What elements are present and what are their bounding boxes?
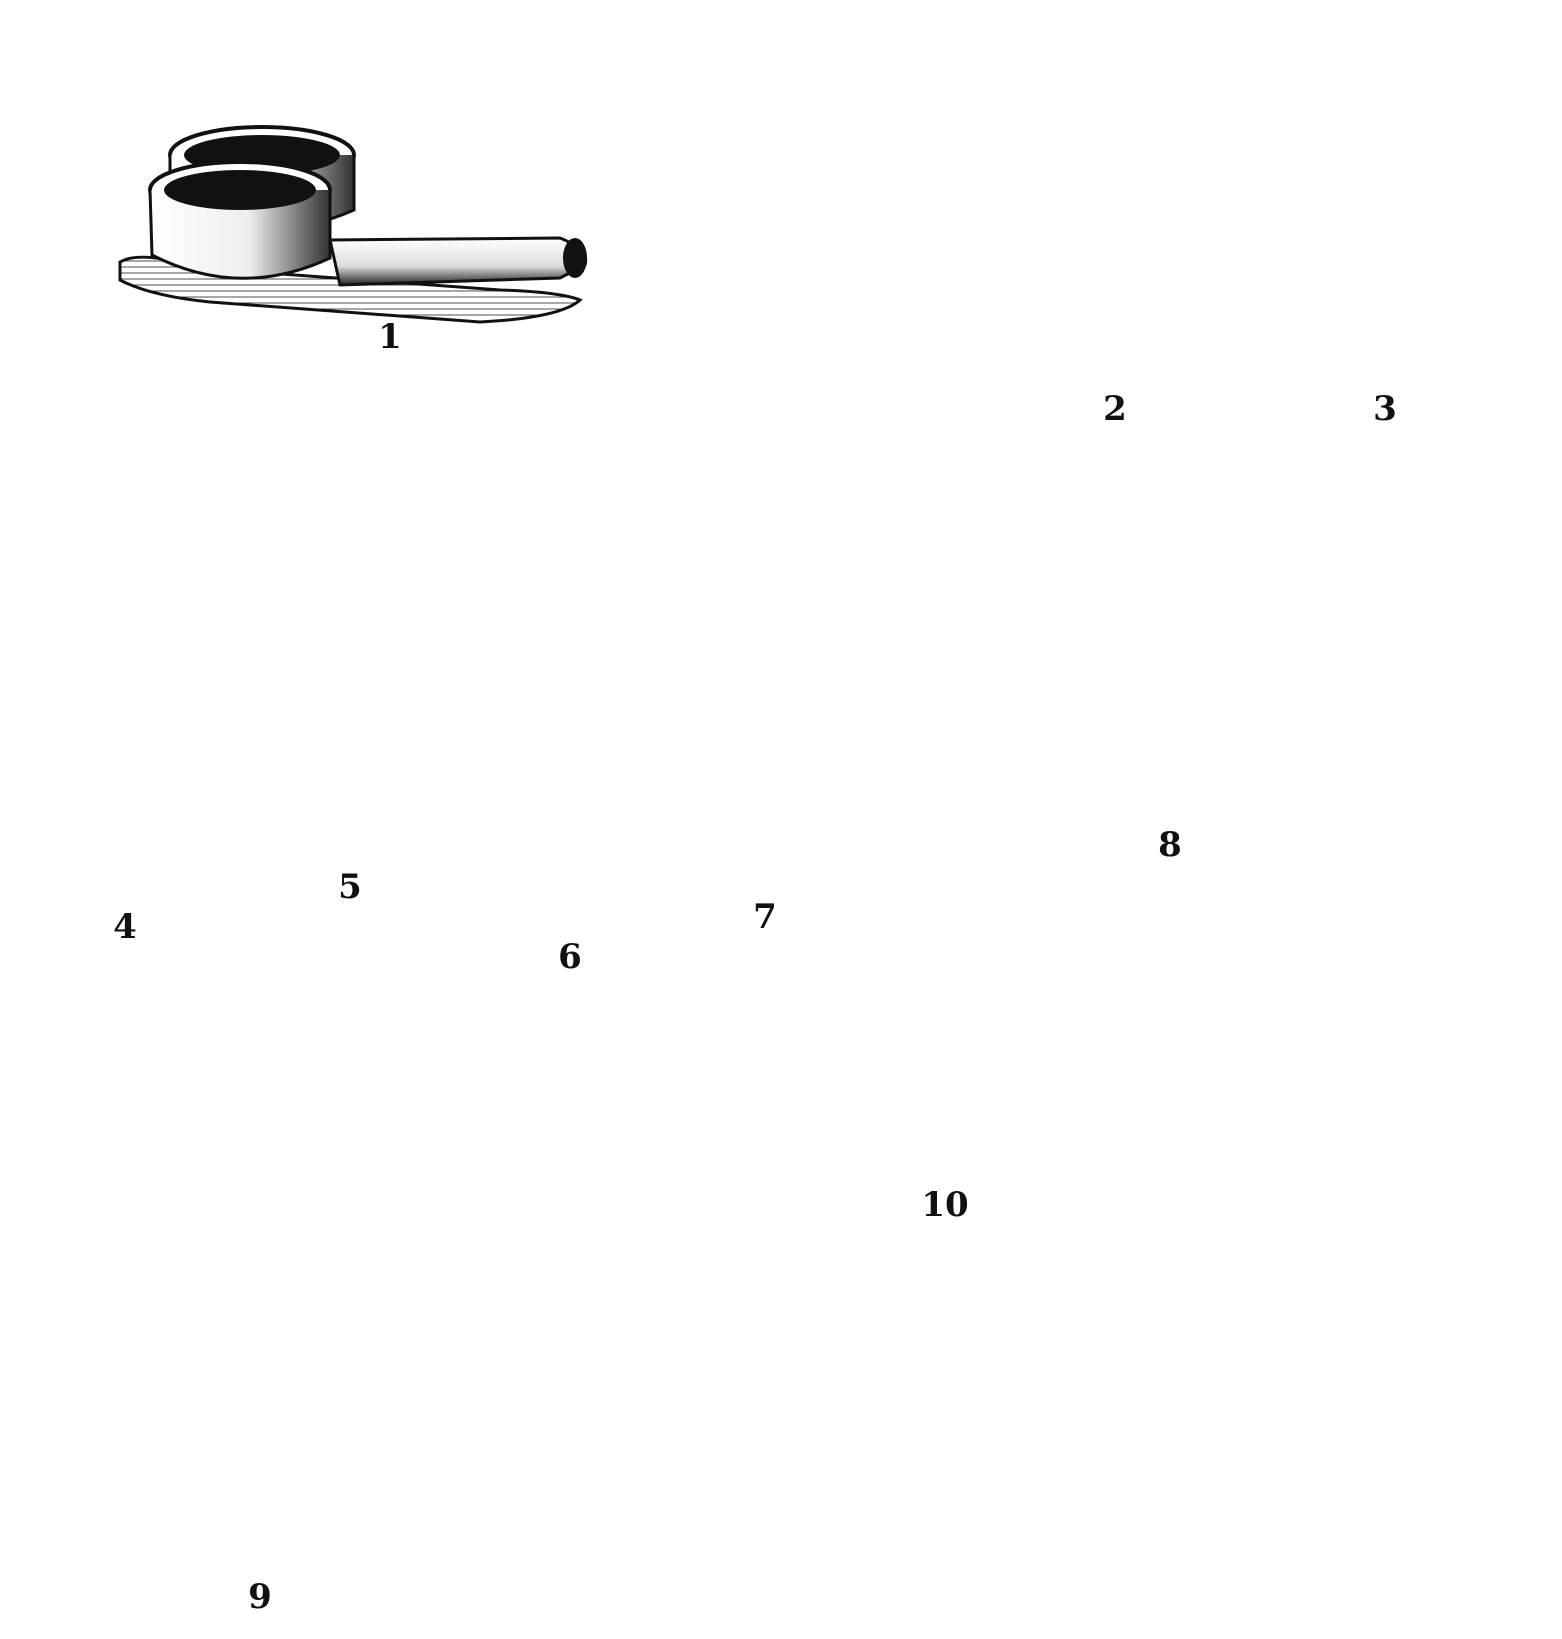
- figure-label-3: 3: [1373, 389, 1397, 429]
- figure-label-9: 9: [248, 1577, 272, 1617]
- figure-label-7: 7: [753, 897, 777, 937]
- figure-label-6: 6: [558, 937, 582, 977]
- figure-label-4: 4: [113, 907, 137, 947]
- figure-label-5: 5: [338, 867, 362, 907]
- double-bowl-crucible-icon: [120, 127, 587, 322]
- figure-label-1: 1: [378, 317, 402, 357]
- figure-label-10: 10: [921, 1185, 969, 1225]
- figure-label-2: 2: [1103, 389, 1127, 429]
- figure-label-8: 8: [1158, 825, 1182, 865]
